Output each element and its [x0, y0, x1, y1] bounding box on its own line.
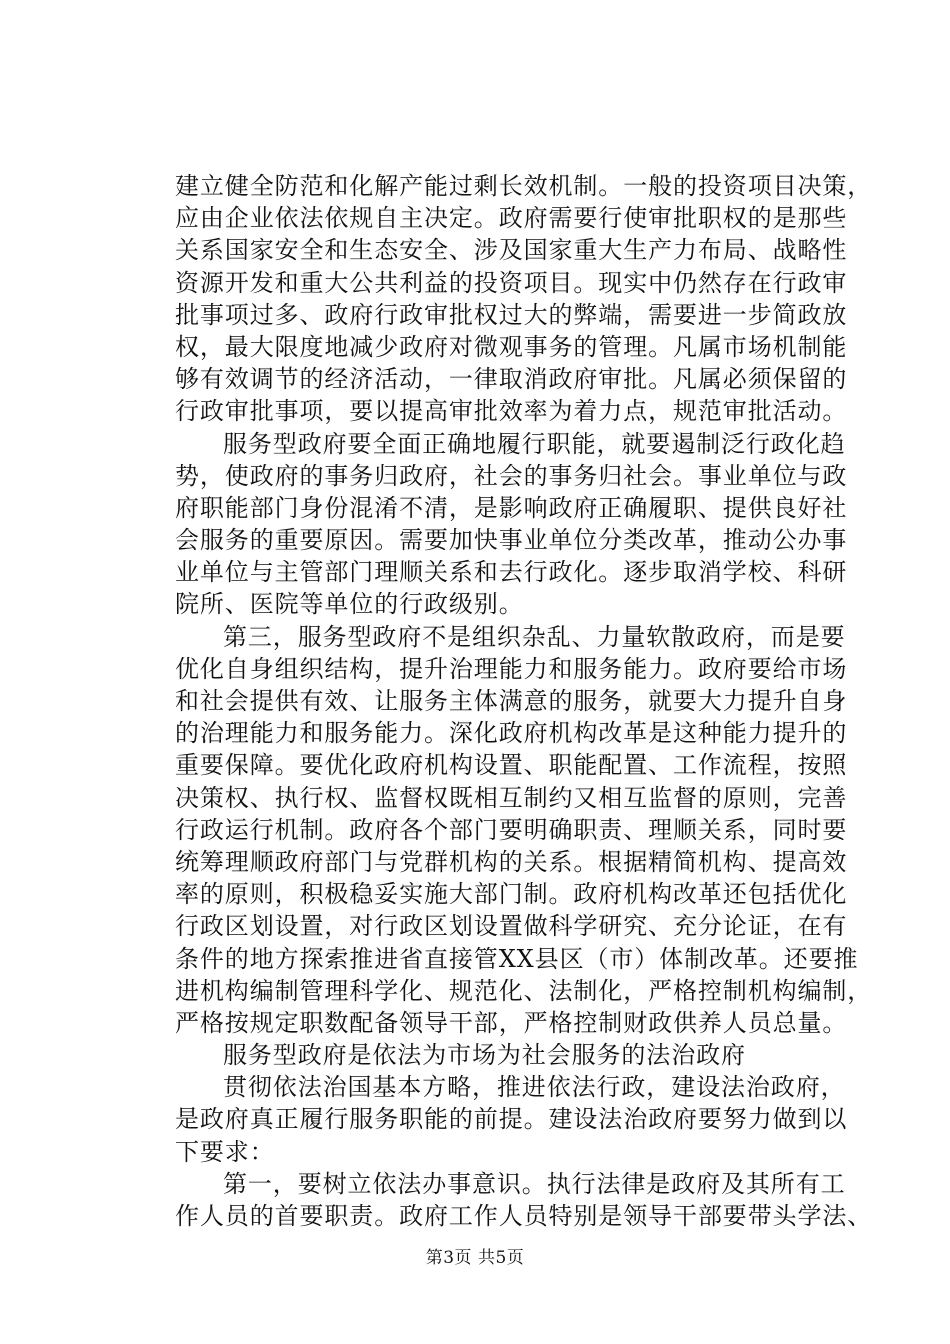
text-line: 贯彻依法治国基本方略，推进依法行政，建设法治政府，: [223, 1073, 846, 1102]
text-line: 行政审批事项，要以提高审批效率为着力点，规范审批活动。: [175, 397, 848, 426]
text-line: 应由企业依法依规自主决定。政府需要行使审批职权的是那些: [175, 204, 848, 233]
text-line: 势，使政府的事务归政府，社会的事务归社会。事业单位与政: [175, 461, 848, 490]
text-line: 建立健全防范和化解产能过剩长效机制。一般的投资项目决策，: [175, 172, 873, 200]
text-line: 严格按规定职数配备领导干部，严格控制财政供养人员总量。: [175, 1008, 848, 1037]
text-line: 决策权、执行权、监督权既相互制约又相互监督的原则，完善: [175, 783, 848, 812]
text-line: 是政府真正履行服务职能的前提。建设法治政府要努力做到以: [175, 1105, 848, 1134]
text-line: 率的原则，积极稳妥实施大部门制。政府机构改革还包括优化: [175, 880, 848, 909]
text-line: 作人员的首要职责。政府工作人员特别是领导干部要带头学法、: [175, 1202, 873, 1230]
text-line: 行政运行机制。政府各个部门要明确职责、理顺关系，同时要: [175, 815, 848, 844]
body-text: [175, 170, 873, 1232]
text-line: 关系国家安全和生态安全、涉及国家重大生产力布局、战略性: [175, 236, 848, 265]
text-line: 和社会提供有效、让服务主体满意的服务，就要大力提升自身: [175, 687, 848, 715]
text-line: 优化自身组织结构，提升治理能力和服务能力。政府要给市场: [175, 654, 848, 683]
page-footer: 第3页 共5页: [425, 1248, 525, 1268]
text-line: 资源开发和重大公共利益的投资项目。现实中仍然存在行政审: [175, 268, 848, 297]
text-line: 院所、医院等单位的行政级别。: [175, 590, 524, 619]
text-line: 够有效调节的经济活动，一律取消政府审批。凡属必须保留的: [175, 365, 848, 394]
section-heading: 服务型政府是依法为市场为社会服务的法治政府: [223, 1041, 746, 1070]
text-line: 的治理能力和服务能力。深化政府机构改革是这种能力提升的: [175, 719, 848, 748]
text-line: 统筹理顺政府部门与党群机构的关系。根据精简机构、提高效: [175, 847, 848, 876]
text-line: 批事项过多、政府行政审批权过大的弊端，需要进一步简政放: [175, 300, 848, 329]
text-line: 会服务的重要原因。需要加快事业单位分类改革，推动公办事: [175, 526, 848, 555]
text-line: 行政区划设置，对行政区划设置做科学研究、充分论证，在有: [175, 912, 848, 941]
text-line: 条件的地方探索推进省直接管XX县区（市）体制改革。还要推: [175, 944, 859, 973]
text-line: 第一，要树立依法办事意识。执行法律是政府及其所有工: [223, 1169, 846, 1198]
text-line: 重要保障。要优化政府机构设置、职能配置、工作流程，按照: [175, 751, 848, 780]
text-line: 业单位与主管部门理顺关系和去行政化。逐步取消学校、科研: [175, 558, 848, 587]
text-line: 进机构编制管理科学化、规范化、法制化，严格控制机构编制，: [175, 976, 873, 1005]
text-line: 权，最大限度地减少政府对微观事务的管理。凡属市场机制能: [175, 332, 848, 361]
text-line: 第三，服务型政府不是组织杂乱、力量软散政府，而是要: [223, 622, 846, 651]
text-line: 服务型政府要全面正确地履行职能，就要遏制泛行政化趋: [223, 429, 846, 458]
text-line: 府职能部门身份混淆不清，是影响政府正确履职、提供良好社: [175, 493, 848, 522]
text-line: 下要求：: [175, 1137, 275, 1166]
